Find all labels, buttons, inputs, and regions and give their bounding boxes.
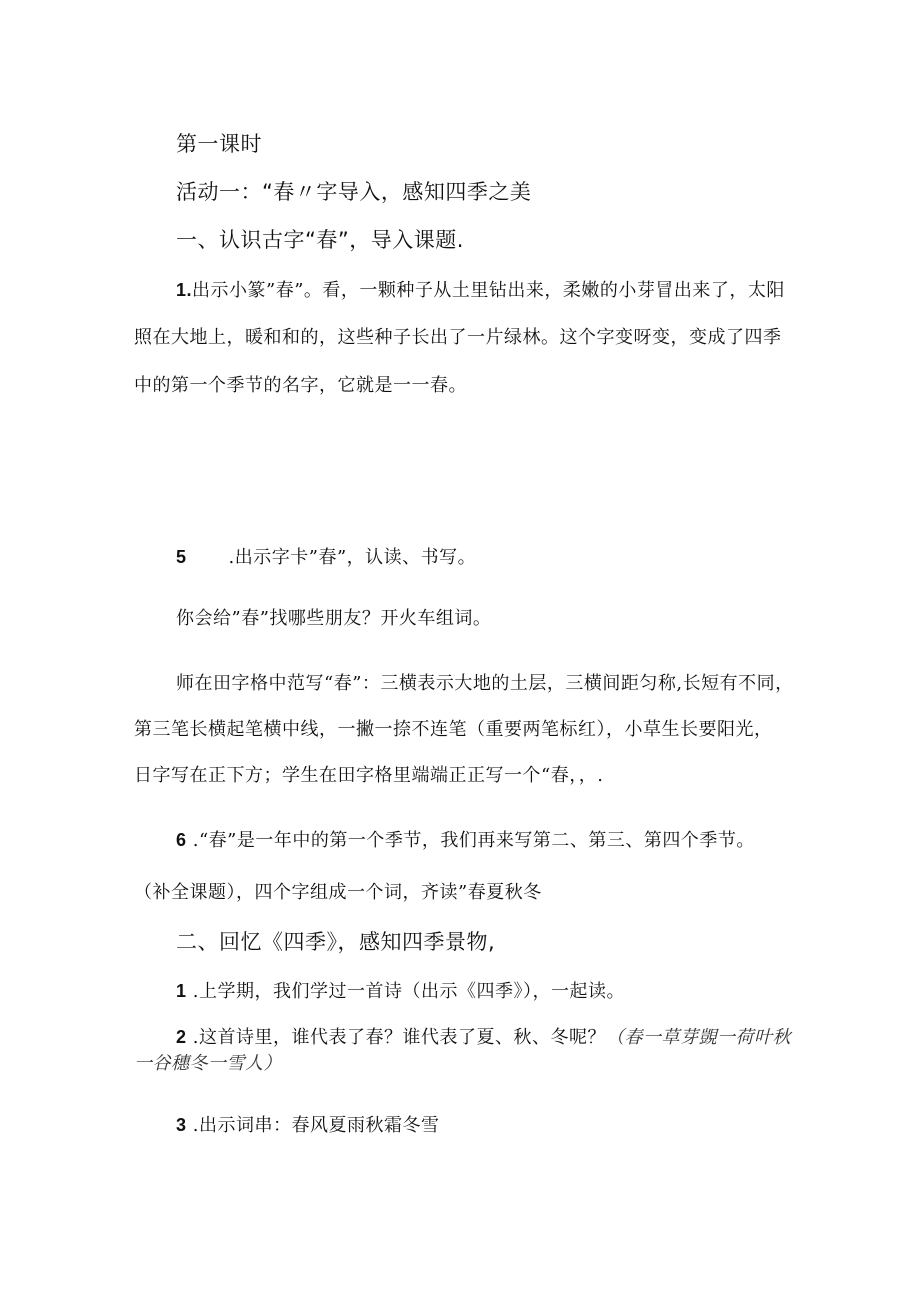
teacher-line1: 师在田字格中范写“春”：三横表示大地的土层，三横间距匀称,长短有不同， xyxy=(176,673,794,694)
section1-item5 xyxy=(176,545,476,570)
section2-item2-line2: 一谷穗冬一雪人） xyxy=(134,1053,282,1074)
item-number: 5 xyxy=(176,547,187,567)
teacher-line3: 日字写在正下方；学生在田字格里端端正正写一个“春，，. xyxy=(134,765,604,786)
section2-item1 xyxy=(176,979,625,1004)
item-number: 6 xyxy=(176,830,187,850)
item-number: 1. xyxy=(176,280,193,300)
lesson-title: 第一课时 xyxy=(176,132,262,156)
section1-item6-line2: （补全课题），四个字组成一个词，齐读”春夏秋冬 xyxy=(134,882,542,903)
item-text: .出示字卡”春”，认读、书写。 xyxy=(228,547,477,568)
item-text: .这首诗里，谁代表了春？谁代表了夏、秋、冬呢？ xyxy=(192,1027,606,1048)
section1-item1-line1 xyxy=(176,278,785,303)
friends-prompt: 你会给”春”找哪些朋友？开火车组词。 xyxy=(176,608,492,629)
section2-item3 xyxy=(176,1113,439,1138)
section1-item6-line1 xyxy=(176,828,755,853)
section1-item1-line2: 照在大地上，暖和和的，这些种子长出了一片绿林。这个字变呀变，变成了四季 xyxy=(134,327,782,348)
section1-heading: 一、认识古字“春”，导入课题. xyxy=(176,228,464,252)
item-text: .上学期，我们学过一首诗（出示《四季》），一起读。 xyxy=(192,981,625,1002)
activity-title: 活动一：“春〃字导入，感知四季之美 xyxy=(176,180,532,204)
teacher-line2: 第三笔长横起笔横中线，一撇一捺不连笔（重要两笔标红），小草生长要阳光， xyxy=(134,719,773,740)
section2-heading: 二、回忆《四季》，感知四季景物, xyxy=(176,930,496,954)
section1-item1-line3: 中的第一个季节的名字，它就是一一春。 xyxy=(134,375,467,396)
item-text: .“春”是一年中的第一个季节，我们再来写第二、第三、第四个季节。 xyxy=(192,830,755,851)
item-text: 出示小篆”春”。看，一颗种子从土里钻出来，柔嫩的小芽冒出来了，太阳 xyxy=(192,280,785,301)
section2-item2-line1 xyxy=(176,1025,791,1050)
item-answer: （春一草芽覬一荷叶秋 xyxy=(605,1027,791,1048)
item-number: 2 xyxy=(176,1027,187,1047)
item-number: 1 xyxy=(176,981,187,1001)
item-text: .出示词串：春风夏雨秋霜冬雪 xyxy=(192,1115,440,1136)
item-number: 3 xyxy=(176,1115,187,1135)
